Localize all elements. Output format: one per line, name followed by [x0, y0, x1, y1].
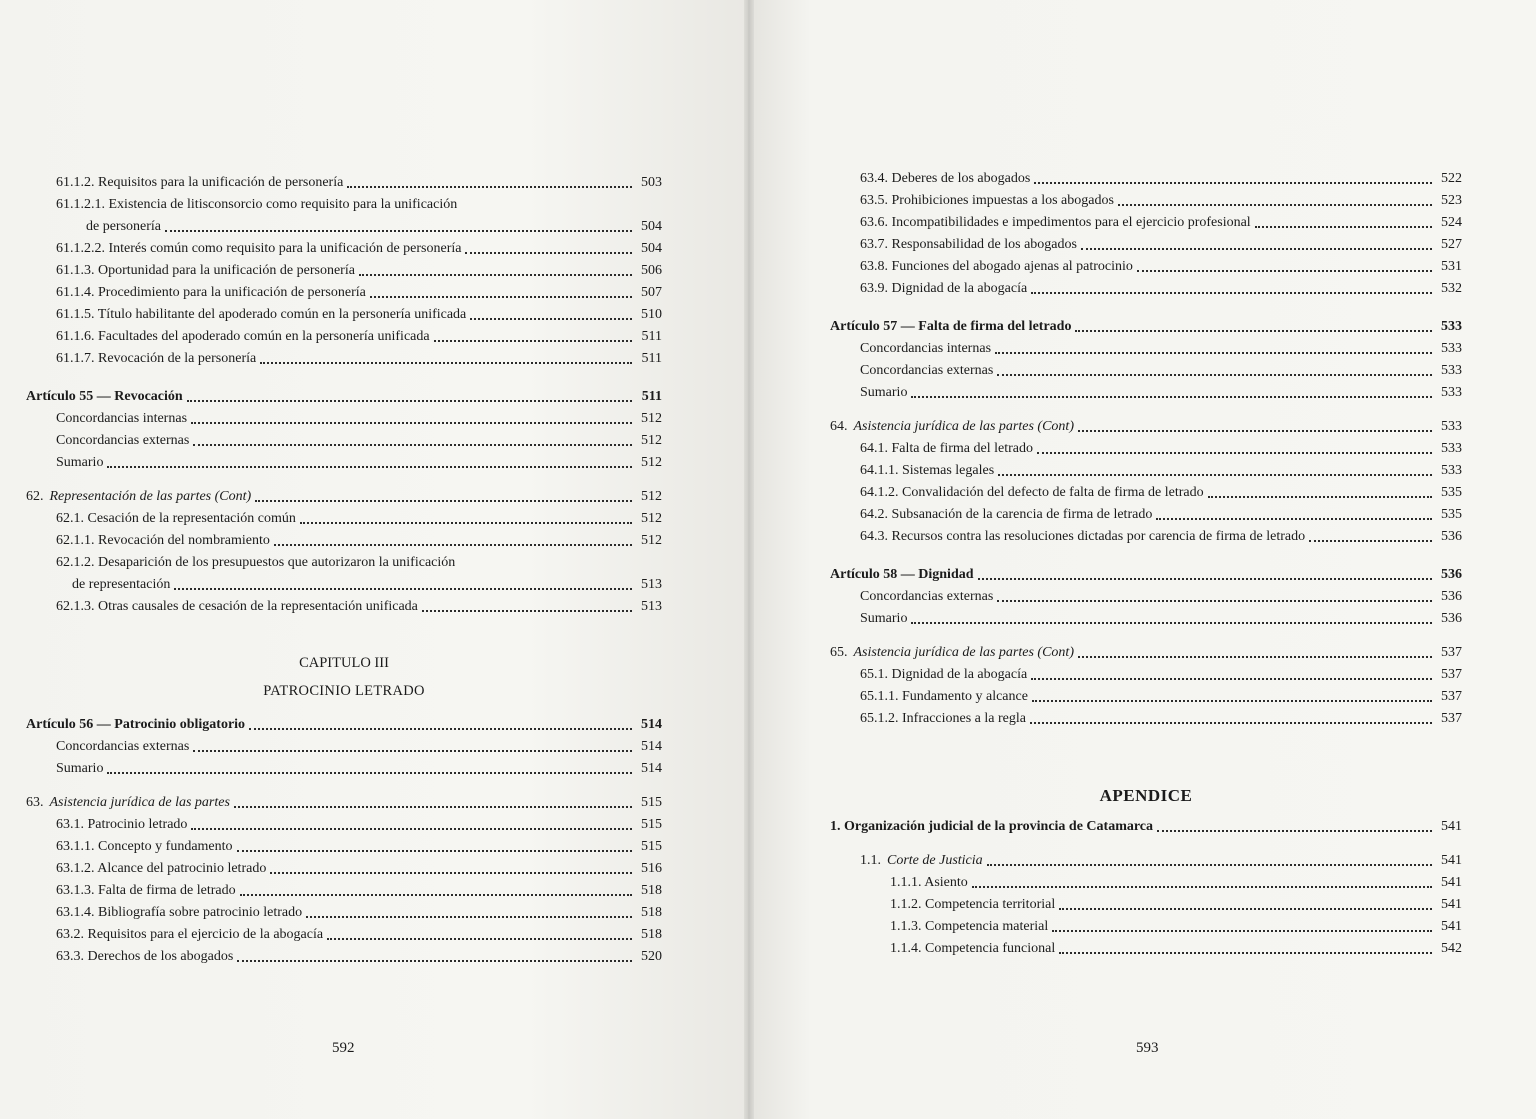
- toc-page-number: 541: [1441, 897, 1462, 912]
- toc-page-number: 512: [641, 489, 662, 504]
- dot-leader: [1156, 518, 1432, 520]
- toc-entry: [26, 530, 662, 552]
- toc-entry: [830, 586, 1462, 608]
- toc-entry-text: de personería: [86, 219, 162, 234]
- toc-entry-text: Concordancias externas: [860, 363, 994, 378]
- toc-page-number: 537: [1441, 689, 1462, 704]
- toc-entry: [26, 758, 662, 780]
- toc-entry-text: 61.1.4. Procedimiento para la unificación de personería: [56, 285, 366, 300]
- toc-entry-group: [26, 172, 662, 194]
- dot-leader: [274, 544, 632, 546]
- toc-page-number: 536: [1441, 589, 1462, 604]
- dot-leader: [1078, 430, 1432, 432]
- dot-leader: [260, 362, 632, 364]
- dot-leader: [327, 938, 632, 940]
- dot-leader: [1255, 226, 1432, 228]
- toc-entry-text: Concordancias externas: [860, 589, 994, 604]
- toc-entry-text: de representación: [72, 577, 171, 592]
- toc-entry-text: 1.1.1. Asiento: [890, 875, 968, 890]
- toc-entry-group: [26, 408, 662, 474]
- toc-entry: [830, 872, 1462, 894]
- section-number: 62.: [26, 489, 44, 504]
- toc-entry-text: 63.1.3. Falta de firma de letrado: [56, 883, 236, 898]
- dot-leader: [978, 578, 1432, 580]
- toc-entry-text: 1.1.3. Competencia material: [890, 919, 1049, 934]
- toc-entry-text: 63.3. Derechos de los abogados: [56, 949, 234, 964]
- book-gutter: [744, 0, 754, 1119]
- toc-entry-wrapped: [26, 194, 662, 238]
- toc-page-number: 506: [641, 263, 662, 278]
- toc-entry-text: 61.1.2. Requisitos para la unificación de personería: [56, 175, 344, 190]
- dot-leader: [234, 806, 632, 808]
- dot-leader: [1081, 248, 1432, 250]
- toc-page-number: 537: [1441, 711, 1462, 726]
- toc-entry: [830, 438, 1462, 460]
- toc-entry-text: 62.1.1. Revocación del nombramiento: [56, 533, 270, 548]
- toc-entry-text: 64.2. Subsanación de la carencia de firma de letrado: [860, 507, 1153, 522]
- dot-leader: [1037, 452, 1432, 454]
- toc-entry-group: [26, 596, 662, 618]
- dot-leader: [237, 850, 632, 852]
- toc-page-number: 511: [641, 389, 662, 404]
- toc-article-heading: [830, 316, 1462, 338]
- toc-entry-text: Sumario: [56, 761, 104, 776]
- toc-page-number: 512: [641, 411, 662, 426]
- dot-leader: [422, 610, 632, 612]
- chapter-title: PATROCINIO LETRADO: [263, 683, 425, 699]
- toc-entry-text: 63.4. Deberes de los abogados: [860, 171, 1031, 186]
- toc-entry: [830, 278, 1462, 300]
- toc-page-number: 507: [641, 285, 662, 300]
- toc-page-number: 524: [1441, 215, 1462, 230]
- toc-entry-text: 1.1.4. Competencia funcional: [890, 941, 1056, 956]
- toc-entry-text: Concordancias internas: [56, 411, 188, 426]
- dot-leader: [174, 588, 632, 590]
- toc-entry-group: [830, 338, 1462, 404]
- toc-entry-text: 63.7. Responsabilidad de los abogados: [860, 237, 1077, 252]
- toc-entry: [26, 946, 662, 968]
- dot-leader: [1031, 678, 1432, 680]
- dot-leader: [1157, 830, 1432, 832]
- toc-page-number: 535: [1441, 485, 1462, 500]
- toc-page-number: 533: [1441, 341, 1462, 356]
- dot-leader: [995, 352, 1432, 354]
- dot-leader: [998, 474, 1432, 476]
- toc-page-number: 541: [1441, 875, 1462, 890]
- dot-leader: [306, 916, 632, 918]
- toc-entry: [830, 916, 1462, 938]
- toc-entry: [26, 216, 662, 238]
- toc-entry-text: 63.1.1. Concepto y fundamento: [56, 839, 233, 854]
- toc-entry-text: 65.1.2. Infracciones a la regla: [860, 711, 1026, 726]
- toc-page-number: 537: [1441, 667, 1462, 682]
- toc-entry: [830, 894, 1462, 916]
- section-number: 64.: [830, 419, 848, 434]
- toc-section-heading: [830, 416, 1462, 438]
- toc-entry-text: 63.1. Patrocinio letrado: [56, 817, 188, 832]
- toc-entry: [26, 924, 662, 946]
- toc-entry-text: 61.1.2.1. Existencia de litisconsorcio como requisito para la unificación: [56, 197, 458, 212]
- toc-entry-text: Artículo 55 — Revocación: [26, 389, 183, 404]
- toc-article-heading: [26, 714, 662, 736]
- toc-entry-group: [26, 814, 662, 968]
- toc-subsection-heading: [830, 850, 1462, 872]
- dot-leader: [347, 186, 632, 188]
- toc-entry-text: 64.1.1. Sistemas legales: [860, 463, 995, 478]
- toc-entry-text: Asistencia jurídica de las partes (Cont): [853, 419, 1074, 434]
- toc-page-number: 533: [1441, 385, 1462, 400]
- toc-page-number: 515: [641, 839, 662, 854]
- dot-leader: [1137, 270, 1432, 272]
- toc-entry: [26, 736, 662, 758]
- dot-leader: [1208, 496, 1432, 498]
- toc-entry-group: [26, 238, 662, 370]
- dot-leader: [911, 396, 1432, 398]
- dot-leader: [1030, 722, 1432, 724]
- toc-page-number: 532: [1441, 281, 1462, 296]
- toc-entry-group: [830, 586, 1462, 630]
- dot-leader: [187, 400, 632, 402]
- toc-page-number: 536: [1441, 611, 1462, 626]
- toc-page-number: 533: [1441, 363, 1462, 378]
- toc-page-number: 542: [1441, 941, 1462, 956]
- toc-entry-text: 64.3. Recursos contra las resoluciones dictadas por carencia de firma de letrado: [860, 529, 1306, 544]
- toc-section-heading: [26, 486, 662, 508]
- toc-entry: [26, 858, 662, 880]
- left-toc: [26, 172, 662, 968]
- dot-leader: [1118, 204, 1432, 206]
- dot-leader: [191, 828, 632, 830]
- toc-page-number: 511: [641, 329, 662, 344]
- dot-leader: [987, 864, 1432, 866]
- toc-page-number: 536: [1441, 529, 1462, 544]
- toc-entry-text: 1.1.2. Competencia territorial: [890, 897, 1056, 912]
- toc-entry-group: [830, 664, 1462, 730]
- section-number: 1.1.: [860, 853, 881, 868]
- toc-entry-text: 1. Organización judicial de la provincia de Catamarca: [830, 819, 1154, 834]
- toc-entry-text: 63.1.2. Alcance del patrocinio letrado: [56, 861, 267, 876]
- toc-entry-text: 63.8. Funciones del abogado ajenas al patrocinio: [860, 259, 1133, 274]
- toc-entry-text: 61.1.3. Oportunidad para la unificación de personería: [56, 263, 355, 278]
- toc-entry-text: Sumario: [56, 455, 104, 470]
- toc-page-number: 504: [641, 241, 662, 256]
- toc-page-number: 511: [641, 351, 662, 366]
- toc-entry: [830, 360, 1462, 382]
- dot-leader: [434, 340, 632, 342]
- toc-entry-text: Artículo 58 — Dignidad: [830, 567, 974, 582]
- toc-entry: [26, 348, 662, 370]
- toc-page-number: 541: [1441, 919, 1462, 934]
- dot-leader: [270, 872, 632, 874]
- dot-leader: [1059, 952, 1432, 954]
- dot-leader: [1034, 182, 1432, 184]
- dot-leader: [107, 772, 632, 774]
- toc-entry: [26, 430, 662, 452]
- toc-entry: [26, 836, 662, 858]
- dot-leader: [300, 522, 632, 524]
- toc-entry-group: [26, 736, 662, 780]
- toc-entry-text: 64.1. Falta de firma del letrado: [860, 441, 1033, 456]
- dot-leader: [255, 500, 632, 502]
- toc-page-number: 513: [641, 577, 662, 592]
- dot-leader: [1059, 908, 1432, 910]
- toc-entry: [26, 282, 662, 304]
- toc-entry: [830, 504, 1462, 526]
- toc-page-number: 522: [1441, 171, 1462, 186]
- dot-leader: [465, 252, 632, 254]
- toc-page-number: 514: [641, 761, 662, 776]
- toc-entry-text: 61.1.2.2. Interés común como requisito para la unificación de personería: [56, 241, 462, 256]
- toc-page-number: 518: [641, 883, 662, 898]
- toc-entry-text: 63.2. Requisitos para el ejercicio de la abogacía: [56, 927, 324, 942]
- toc-entry: [830, 190, 1462, 212]
- toc-entry: [830, 608, 1462, 630]
- dot-leader: [240, 894, 632, 896]
- toc-entry-text: 61.1.6. Facultades del apoderado común en la personería unificada: [56, 329, 430, 344]
- dot-leader: [1075, 330, 1432, 332]
- dot-leader: [249, 728, 632, 730]
- toc-entry: [830, 708, 1462, 730]
- dot-leader: [1052, 930, 1432, 932]
- toc-entry-text: 65.1. Dignidad de la abogacía: [860, 667, 1028, 682]
- toc-entry-text: Concordancias internas: [860, 341, 992, 356]
- toc-page-number: 541: [1441, 819, 1462, 834]
- dot-leader: [359, 274, 632, 276]
- toc-section-heading: [26, 792, 662, 814]
- toc-entry-text: 65.1.1. Fundamento y alcance: [860, 689, 1028, 704]
- toc-page-number: 531: [1441, 259, 1462, 274]
- toc-page-number: 520: [641, 949, 662, 964]
- toc-entry-text: 63.9. Dignidad de la abogacía: [860, 281, 1028, 296]
- toc-entry: [830, 686, 1462, 708]
- toc-page-number: 533: [1441, 319, 1462, 334]
- toc-entry-text: Sumario: [860, 611, 908, 626]
- toc-entry-text: 62.1.2. Desaparición de los presupuestos que autorizaron la unificación: [56, 555, 456, 570]
- toc-entry-text: 61.1.5. Título habilitante del apoderado común en la personería unificada: [56, 307, 467, 322]
- toc-page-number: 512: [641, 455, 662, 470]
- dot-leader: [972, 886, 1432, 888]
- toc-entry-text: 61.1.7. Revocación de la personería: [56, 351, 257, 366]
- toc-page-number: 533: [1441, 441, 1462, 456]
- toc-entry-text: 62.1. Cesación de la representación común: [56, 511, 296, 526]
- toc-page-number: 514: [641, 739, 662, 754]
- dot-leader: [470, 318, 632, 320]
- toc-entry: [26, 172, 662, 194]
- dot-leader: [193, 750, 632, 752]
- toc-article-heading: [830, 564, 1462, 586]
- toc-entry: [26, 508, 662, 530]
- toc-entry: [830, 482, 1462, 504]
- toc-page-number: 533: [1441, 419, 1462, 434]
- toc-page-number: 512: [641, 433, 662, 448]
- toc-entry: [26, 596, 662, 618]
- dot-leader: [1078, 656, 1432, 658]
- page-number-left: 592: [332, 1040, 355, 1056]
- toc-page-number: 523: [1441, 193, 1462, 208]
- toc-page-number: 514: [641, 717, 662, 732]
- toc-entry: [26, 304, 662, 326]
- right-toc: [830, 168, 1462, 960]
- section-number: 65.: [830, 645, 848, 660]
- toc-page-number: 504: [641, 219, 662, 234]
- toc-entry: [26, 260, 662, 282]
- dot-leader: [911, 622, 1432, 624]
- toc-entry: [830, 212, 1462, 234]
- toc-appendix-heading: [830, 816, 1462, 838]
- toc-entry: [26, 408, 662, 430]
- toc-entry-text: Concordancias externas: [56, 739, 190, 754]
- toc-entry: [830, 526, 1462, 548]
- dot-leader: [191, 422, 632, 424]
- toc-entry-wrapped: [26, 552, 662, 596]
- section-number: 63.: [26, 795, 44, 810]
- toc-page-number: 541: [1441, 853, 1462, 868]
- toc-page-number: 513: [641, 599, 662, 614]
- toc-entry-text: Sumario: [860, 385, 908, 400]
- toc-page-number: 515: [641, 817, 662, 832]
- dot-leader: [997, 374, 1432, 376]
- toc-entry: [830, 382, 1462, 404]
- toc-entry: [830, 168, 1462, 190]
- toc-entry-text: Artículo 56 — Patrocinio obligatorio: [26, 717, 246, 732]
- toc-entry-text: Artículo 57 — Falta de firma del letrado: [830, 319, 1072, 334]
- toc-entry: [26, 902, 662, 924]
- toc-article-heading: [26, 386, 662, 408]
- toc-entry-text: Corte de Justicia: [887, 853, 983, 868]
- toc-page-number: 518: [641, 927, 662, 942]
- toc-entry-text: 63.1.4. Bibliografía sobre patrocinio letrado: [56, 905, 303, 920]
- toc-entry-text: 63.6. Incompatibilidades e impedimentos para el ejercicio profesional: [860, 215, 1251, 230]
- toc-entry-group: [830, 438, 1462, 548]
- dot-leader: [370, 296, 632, 298]
- toc-entry: [26, 880, 662, 902]
- toc-entry-text: 62.1.3. Otras causales de cesación de la representación unificada: [56, 599, 418, 614]
- toc-entry-text: Asistencia jurídica de las partes (Cont): [853, 645, 1074, 660]
- toc-entry-text: 64.1.2. Convalidación del defecto de falta de firma de letrado: [860, 485, 1204, 500]
- toc-entry-group: [830, 168, 1462, 300]
- dot-leader: [997, 600, 1432, 602]
- toc-entry: [830, 234, 1462, 256]
- chapter-label: CAPITULO III: [299, 655, 389, 671]
- dot-leader: [1031, 292, 1432, 294]
- dot-leader: [237, 960, 632, 962]
- toc-page-number: 512: [641, 511, 662, 526]
- toc-entry: [26, 238, 662, 260]
- toc-section-heading: [830, 642, 1462, 664]
- toc-page-number: 527: [1441, 237, 1462, 252]
- toc-entry: [830, 938, 1462, 960]
- toc-page-number: 512: [641, 533, 662, 548]
- toc-page-number: 510: [641, 307, 662, 322]
- dot-leader: [193, 444, 632, 446]
- toc-page-number: 536: [1441, 567, 1462, 582]
- toc-page-number: 533: [1441, 463, 1462, 478]
- toc-entry: [830, 460, 1462, 482]
- appendix-title: APENDICE: [1099, 786, 1193, 805]
- toc-entry: [830, 338, 1462, 360]
- toc-entry: [26, 452, 662, 474]
- toc-entry-group: [26, 508, 662, 552]
- toc-page-number: 503: [641, 175, 662, 190]
- toc-entry: [830, 256, 1462, 278]
- toc-entry-group: [830, 872, 1462, 960]
- toc-entry-text: Representación de las partes (Cont): [49, 489, 252, 504]
- toc-entry-text: Asistencia jurídica de las partes: [49, 795, 230, 810]
- toc-entry: [26, 574, 662, 596]
- dot-leader: [107, 466, 632, 468]
- toc-entry: [26, 326, 662, 348]
- toc-page-number: 535: [1441, 507, 1462, 522]
- toc-page-number: 518: [641, 905, 662, 920]
- toc-page-number: 515: [641, 795, 662, 810]
- toc-entry-text: Concordancias externas: [56, 433, 190, 448]
- page-number-right: 593: [1136, 1040, 1159, 1056]
- toc-entry: [830, 664, 1462, 686]
- toc-entry-text: 63.5. Prohibiciones impuestas a los abogados: [860, 193, 1114, 208]
- dot-leader: [165, 230, 632, 232]
- toc-entry: [26, 814, 662, 836]
- toc-page-number: 516: [641, 861, 662, 876]
- dot-leader: [1032, 700, 1432, 702]
- dot-leader: [1309, 540, 1432, 542]
- toc-page-number: 537: [1441, 645, 1462, 660]
